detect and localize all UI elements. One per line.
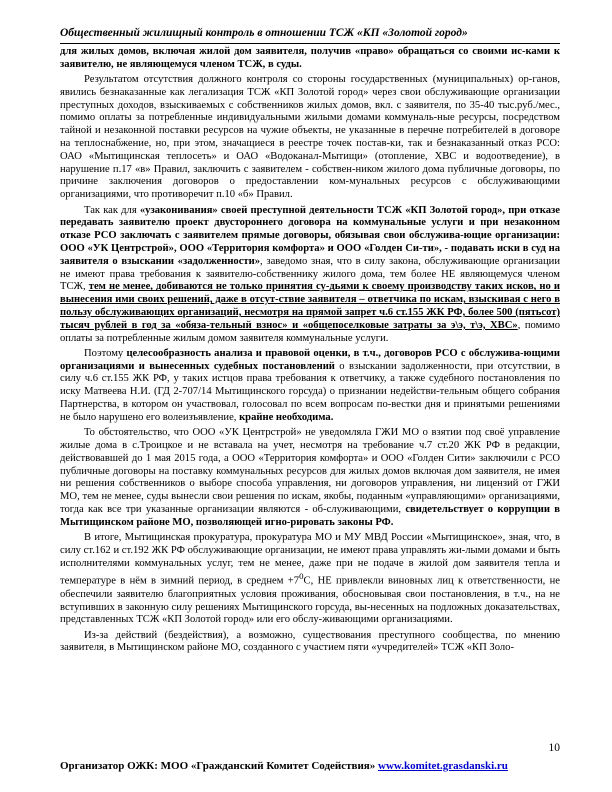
text-run: То обстоятельство, что ООО «УК Центрстрой» не уведомляла ГЖИ МО о взятии под своё управление жилые дома в с.Троицкое и не вставала на учет, несмотря на требование ч.7 ст.20 ЖК РФ в редакции, действовавшей до 1 мая 2015 года, а ООО «Территория комфорта» и ООО «Голден Сити» заключили с РСО публичные договоры на поставку коммунальных ресурсов для жилых домов включая дом заявителя, не имея ни решения собственников о выборе способа управления, ни договоров управления, ни лицензий от ГЖИ МО, тем не менее, суды вынесли свои решения по искам, якобы, поданным «управляющими» организациями, тогда как все три указанные организации являются - об-служивающими, (60, 427, 560, 515)
footer-link[interactable]: www.komitet.grasdanski.ru (378, 760, 508, 772)
bold-text: для жилых домов, включая жилой дом заявителя, получив «право» обращаться со своими ис-ками к заявителю, не являющемуся членом ТСЖ, в суды. (60, 46, 560, 70)
bold-text: крайне необходима. (239, 411, 334, 423)
text-run: о взыскании задолженности, при отсутствии, в силу ч.6 ст.155 ЖК РФ, у таких истцов права требования к ответчику, а также судебного постановления по иску Матвеева Н.И. (ГД 2-707/14 Мытищинского горсуда) о признании недействи-тельным общего собрания Партнерства, в котором он участвовал, голосовал по всем вопросам по-вестки дня и принятыми решениями не было нарушено его волеизъявление, (60, 360, 560, 423)
paragraph (60, 630, 560, 656)
paragraph-continuation (60, 46, 560, 72)
paragraph (60, 348, 560, 425)
bold-text: «узаконивания» своей преступной деятельности ТСЖ «КП Золотой город», при отказе передавать заявителю проект двустороннего договора на коммунальные услуги и при незаконном отказе РСО заключать с заявителем прямые договоры, обязывая свои обслужива-ющие организации: ООО «УК Центрстрой», ООО «Территория комфорта» и ООО «Голден Си-ти», - подавать иски в суд на заявителя о взыскании «задолженности» (60, 204, 560, 267)
paragraph (60, 74, 560, 202)
page-number: 10 (548, 742, 560, 754)
text-run: , заведомо зная, что в силу закона, обслуживающие организации не имеют права требования к заявителю-собственнику жилого дома, тем более НЕ являющемуся членом ТСЖ, (60, 255, 560, 293)
text-run: , помимо оплаты за потребленные жилым домом заявителя коммунальные услуги. (60, 319, 561, 344)
bold-text: целесообразность анализа и правовой оценки, в т.ч., договоров РСО с обслужива-ющими организациями и вынесенных судебных постановлений (60, 347, 560, 372)
body-text (60, 46, 560, 658)
paragraph (60, 427, 560, 529)
text-run: Из-за действий (бездействия), а возможно, существования преступного сообщества, по мнению заявителя, в Мытищинском районе МО, созданного с участием пяти «учредителей» ТСЖ «КП Золо- (60, 629, 560, 654)
text-run: В итоге, Мытищинская прокуратура, прокуратура МО и МУ МВД России «Мытищинское», зная, что, в силу ст.162 и ст.192 ЖК РФ обслуживающие организации, не имеют права управлять жи-лыми домами и быть исполнителями коммунальных услуг, тем не менее, даже при не подаче в жилой дом заявителя тепла и температуре в нём в зимний период, в среднем +7 (60, 531, 560, 587)
footer-organizer: Организатор ОЖК: МОО «Гражданский Комитет Содействия» (60, 760, 376, 772)
paragraph (60, 205, 560, 346)
bold-underlined-text: тем не менее, добиваются не только принятия су-дьями к своему производству таких исков, но и вынесения ими своих решений, даже в отсут-ствие заявителя – ответчика по искам, взыскивая с него в пользу обслуживающих организаций, несмотря на прямой запрет ч.6 ст.155 ЖК РФ, более 500 (пятьсот) тысяч рублей в год за «обяза-тельный взнос» и «общепоселковые затраты за э\э, т\э, ХВС» (60, 281, 560, 331)
text-run: С, НЕ привлекли виновных лиц к ответственности, не обеспечили заявителю благоприятных условия проживания, обосновывая свои постановления, в т.ч., на не вступивших в законную силу решениях Мытищинского горсуда, вы-несенных на подложных доказательствах, представленных ТСЖ «КП Золотой город» или его обслу-живающими организациями. (60, 575, 560, 626)
text-run: Поэтому (84, 347, 127, 359)
footer (60, 760, 560, 772)
running-header: Общественный жилищный контроль в отношении ТСЖ «КП «Золотой город» (60, 27, 468, 39)
header-rule (60, 43, 560, 44)
text-run: Результатом отсутствия должного контроля со стороны государственных (муниципальных) ор-ганов, явились безнаказанные как легализация ТСЖ «КП Золотой город» через свои обслуживающие организации преступных доходов, взыскиваемых с собственников жилых домов, вкл. с заявителя, по 35-40 тыс.руб./мес., помимо оплаты за потребленные индивидуальными жилыми домами коммуналь-ные ресурсы, посредством тайной и незаконной поставки ресурсов на чужие объекты, не указанные в перечне потребителей в договоре на теплоснабжение, но, при этом, значащиеся в реестре точек постав-ки, так и безнаказанный отказ РСО: ОАО «Мытищинская теплосеть» и ОАО «Водоканал-Мытищи» (отопление, ХВС и водоотведение), в нарушение п.17 «в» Правил, заключить с заявителем - собствен-ником жилого дома публичные договоры, по причине заключения договоров о предоставлении ком-мунальных ресурсов с обслуживающими организациями, что противоречит п.10 «б» Правил. (60, 74, 560, 201)
text-run: Так как для (84, 204, 140, 216)
bold-text: свидетельствует о коррупции в Мытищинском районе МО, позволяющей игно-рировать законы РФ. (60, 503, 560, 528)
paragraph (60, 532, 560, 627)
superscript: 0 (299, 571, 304, 582)
